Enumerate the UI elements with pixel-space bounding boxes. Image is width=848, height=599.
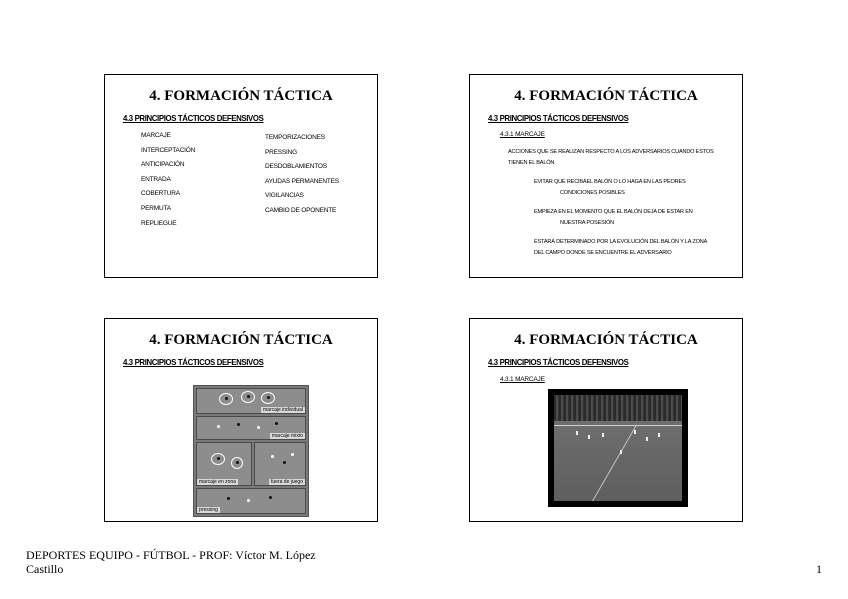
list-item: VIGILANCIAS [265,192,304,200]
paragraph-line: NUESTRA POSESIÓN [560,220,614,226]
definition-paragraph [508,147,738,169]
list-item: ENTRADA [141,175,171,183]
list-item: MARCAJE [141,132,171,139]
pitch-line [554,425,682,426]
diagram-panel [196,416,306,440]
player-figure [620,450,622,454]
diagram-label: fuera de juego [271,479,303,485]
list-item: TEMPORIZACIONES [265,134,325,141]
list-item: ANTICIPACIÓN [141,161,185,169]
slide-1 [104,74,378,278]
player-figure [646,437,648,441]
page-footer [26,548,316,576]
diagram-label: marcaje individual [262,407,303,413]
slide-3 [104,318,378,522]
slide-title: 4. FORMACIÓN TÁCTICA [149,88,333,104]
diagram-label: pressing [199,507,218,513]
determined-paragraph [534,237,734,259]
slide-4 [469,318,743,522]
paragraph-line: EVITAR QUE RECIBAEL BALÓN O LO HAGA EN LAS PEORES [534,179,686,185]
footer-line: DEPORTES EQUIPO - FÚTBOL - PROF: Víctor M. López [26,548,316,562]
footer-line: Castillo [26,562,64,576]
slide-subtitle: 4.3 PRINCIPIOS TÁCTICOS DEFENSIVOS [123,357,264,367]
diagram-label: marcaje mixto [271,433,303,439]
section-heading: 4.3.1 MARCAJE [500,131,545,138]
player-figure [588,435,590,439]
player-dot [217,425,220,428]
player-dot [237,423,240,426]
player-dot [217,457,220,460]
diagram-panel [254,442,306,486]
player-dot [227,497,230,500]
slide-title: 4. FORMACIÓN TÁCTICA [149,332,333,348]
paragraph-line: EMPIEZA EN EL MOMENTO QUE EL BALÓN DEJA DE ESTAR EN [534,209,693,215]
stadium-crowd [554,395,682,421]
match-photo [548,389,688,507]
slide-subtitle: 4.3 PRINCIPIOS TÁCTICOS DEFENSIVOS [488,113,629,123]
page-number: 1 [816,562,822,576]
diagram-panel [196,388,306,414]
slide-2 [469,74,743,278]
paragraph-line: ESTARÁ DETERMINADO POR LA EVOLUCIÓN DEL BALÓN Y LA ZONA [534,239,708,245]
player-figure [576,431,578,435]
player-dot [291,453,294,456]
player-figure [602,433,604,437]
slide-title: 4. FORMACIÓN TÁCTICA [514,88,698,104]
list-item: INTERCEPTACIÓN [141,146,196,154]
slide-title: 4. FORMACIÓN TÁCTICA [514,332,698,348]
player-dot [271,455,274,458]
paragraph-line: DEL CAMPO DONDE SE ENCUENTRE EL ADVERSARIO [534,250,672,256]
paragraph-line: ACCIONES QUE SE REALIZAN RESPECTO A LOS ADVERSARIOS CUANDO ESTOS [508,149,714,155]
principles-list-left [141,132,195,234]
player-dot [236,461,239,464]
paragraph-line: TIENEN EL BALÓN [508,160,555,166]
pitch-image [554,395,682,501]
start-paragraph [534,207,734,229]
player-figure [658,433,660,437]
list-item: PRESSING [265,148,297,156]
slide-subtitle: 4.3 PRINCIPIOS TÁCTICOS DEFENSIVOS [488,357,629,367]
list-item: PERMUTA [141,204,171,212]
player-dot [247,395,250,398]
list-item: COBERTURA [141,190,180,198]
principles-list-right [265,134,339,222]
player-dot [247,499,250,502]
pitch-line [592,425,637,501]
slide-subtitle: 4.3 PRINCIPIOS TÁCTICOS DEFENSIVOS [123,113,264,123]
player-figure [634,430,636,434]
player-dot [225,397,228,400]
list-item: REPLIEGUE [141,219,177,227]
section-heading: 4.3.1 MARCAJE [500,376,545,383]
objective-paragraph [534,177,734,199]
player-dot [275,422,278,425]
player-dot [283,461,286,464]
diagram-panel [196,488,306,514]
list-item: AYUDAS PERMANENTES [265,177,339,185]
diagram-label: marcaje en zona [199,479,236,485]
player-dot [267,396,270,399]
paragraph-line: CONDICIONES POSIBLES [560,190,625,196]
player-dot [269,496,272,499]
marking-types-diagram [193,385,309,517]
list-item: DESDOBLAMIENTOS [265,163,327,171]
player-dot [257,426,260,429]
diagram-panel [196,442,252,486]
list-item: CAMBIO DE OPONENTE [265,206,337,214]
